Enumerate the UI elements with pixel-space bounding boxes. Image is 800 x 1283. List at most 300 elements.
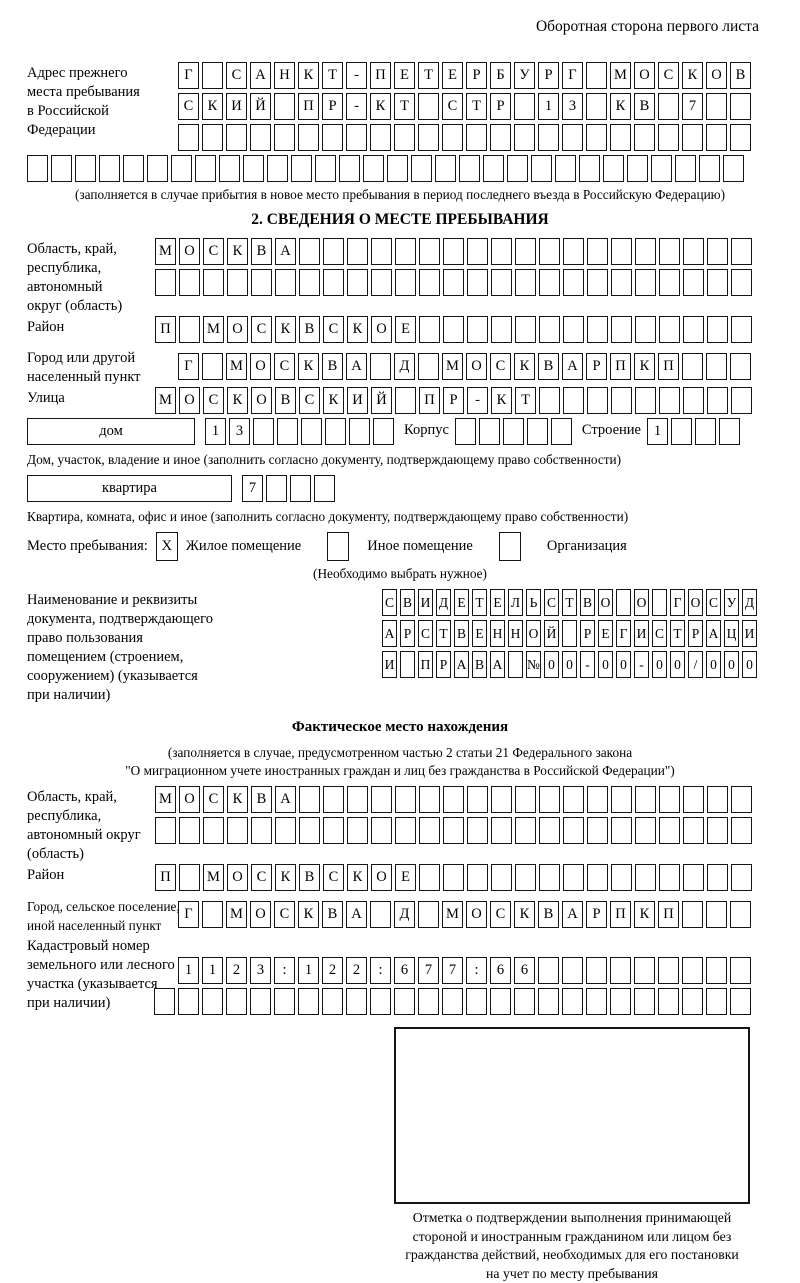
char-cell [349,418,370,445]
char-cell [467,786,488,813]
char-cell: О [688,589,703,616]
char-cell: С [544,589,559,616]
char-cell [479,418,500,445]
char-cell: О [371,864,392,891]
char-cell [277,418,298,445]
document-block [27,589,773,705]
char-cell [323,786,344,813]
char-cell [610,988,631,1015]
char-cell [611,316,632,343]
region-cells [155,238,752,300]
char-cell [610,124,631,151]
char-cell: О [526,620,541,647]
char-cell: О [634,589,649,616]
label-line: Область, край, [27,240,155,259]
char-cell: С [490,353,511,380]
char-cell: К [347,864,368,891]
char-cell: Р [586,901,607,928]
char-cell: П [298,93,319,120]
actual-city-block [27,895,773,935]
char-cell [219,155,240,182]
label-line: Отметка о подтверждении выполнения принимающей [362,1209,782,1228]
char-cell [323,817,344,844]
document-row-2 [382,620,757,647]
char-cell [610,957,631,984]
char-cell: Р [443,387,464,414]
actual-region-block [27,786,773,864]
char-cell [659,786,680,813]
char-cell [491,786,512,813]
char-cell [539,316,560,343]
char-cell [563,387,584,414]
char-cell [635,387,656,414]
char-cell [730,124,751,151]
apartment-note: Квартира, комната, офис и иное (заполнить согласно документу, подтверждающему право собственности) [27,508,773,525]
char-cell: 1 [202,957,223,984]
char-cell: Е [598,620,613,647]
char-cell: С [299,387,320,414]
char-cell [586,124,607,151]
char-cell: № [526,651,541,678]
char-cell [266,475,287,502]
actual-district-label: Район [27,864,155,885]
actual-location-note-1: (заполняется в случае, предусмотренном частью 2 статьи 21 Федерального закона [27,744,773,761]
char-cell: С [251,864,272,891]
char-cell [731,387,752,414]
char-cell: 3 [562,93,583,120]
char-cell: Р [466,62,487,89]
house-block [27,418,773,449]
char-cell: В [634,93,655,120]
char-cell [563,316,584,343]
actual-location-title: Фактическое место нахождения [27,719,773,736]
char-cell: С [178,93,199,120]
char-cell: К [323,387,344,414]
char-cell [322,124,343,151]
char-cell [467,238,488,265]
char-cell [635,817,656,844]
char-cell: Р [688,620,703,647]
stay-place-label: Место пребывания: [27,538,148,555]
char-cell [419,786,440,813]
char-cell [467,269,488,296]
char-cell [563,269,584,296]
char-cell [227,269,248,296]
char-cell: О [250,353,271,380]
char-cell [418,901,439,928]
char-cell: И [382,651,397,678]
char-cell [51,155,72,182]
char-cell [400,651,415,678]
char-cell [587,269,608,296]
prev-address-row-4 [27,155,773,182]
char-cell: 2 [346,957,367,984]
house-box-label: дом [27,418,195,445]
char-cell [683,786,704,813]
char-cell: М [155,786,176,813]
label-line: автономный [27,278,155,297]
char-cell [706,124,727,151]
label-line: места пребывания [27,83,178,102]
char-cell: Л [508,589,523,616]
cadastre-block [27,935,773,1019]
char-cell [695,418,716,445]
char-cell [682,957,703,984]
char-cell [298,988,319,1015]
prev-address-cells [178,62,751,155]
section2-title: 2. СВЕДЕНИЯ О МЕСТЕ ПРЕБЫВАНИЯ [27,211,773,229]
char-cell: С [323,316,344,343]
char-cell: В [472,651,487,678]
street-row [155,387,752,414]
char-cell [699,155,720,182]
char-cell [491,864,512,891]
char-cell [155,269,176,296]
char-cell: 1 [298,957,319,984]
char-cell [682,353,703,380]
char-cell: Н [274,62,295,89]
label-line: автономный округ [27,826,155,845]
char-cell: С [274,901,295,928]
cadastre-row-2 [154,988,751,1015]
char-cell [323,269,344,296]
char-cell: М [155,238,176,265]
char-cell [515,269,536,296]
actual-region-row-2 [155,817,752,844]
char-cell [411,155,432,182]
char-cell: С [658,62,679,89]
char-cell [555,155,576,182]
char-cell: 3 [250,957,271,984]
char-cell [299,238,320,265]
char-cell [731,316,752,343]
char-cell: В [322,901,343,928]
char-cell [707,238,728,265]
char-cell: - [346,93,367,120]
char-cell [395,269,416,296]
char-cell: К [275,316,296,343]
char-cell [202,988,223,1015]
char-cell [435,155,456,182]
char-cell [274,93,295,120]
char-cell: М [610,62,631,89]
char-cell [658,957,679,984]
char-cell [395,387,416,414]
city-row [178,353,751,380]
stroenie-label: Строение [572,418,647,439]
char-cell: О [598,589,613,616]
char-cell: Т [515,387,536,414]
char-cell: 0 [724,651,739,678]
char-cell [707,316,728,343]
char-cell: М [203,864,224,891]
char-cell [99,155,120,182]
char-cell [659,316,680,343]
char-cell: Д [394,901,415,928]
char-cell [683,864,704,891]
char-cell [719,418,740,445]
char-cell [418,93,439,120]
actual-city-label [27,895,178,935]
char-cell [706,353,727,380]
char-cell: 0 [544,651,559,678]
char-cell: - [346,62,367,89]
char-cell [731,817,752,844]
stroenie-cells [647,418,740,445]
house-note: Дом, участок, владение и иное (заполнить согласно документу, подтверждающему право собственности) [27,451,773,468]
char-cell: 2 [226,957,247,984]
char-cell: И [226,93,247,120]
char-cell [730,901,751,928]
char-cell [611,269,632,296]
char-cell [635,786,656,813]
label-line: при наличии) [27,994,178,1013]
cadastre-cells [178,935,751,1019]
char-cell [459,155,480,182]
char-cell [503,418,524,445]
char-cell [563,817,584,844]
char-cell: : [370,957,391,984]
char-cell [251,817,272,844]
char-cell [706,957,727,984]
label-line: населенный пункт [27,368,178,387]
char-cell: 7 [242,475,263,502]
prev-address-block [27,62,773,155]
char-cell: Г [178,901,199,928]
char-cell [538,988,559,1015]
char-cell [363,155,384,182]
char-cell: В [538,901,559,928]
char-cell: В [538,353,559,380]
char-cell [659,269,680,296]
char-cell [563,864,584,891]
document-label [27,589,382,705]
char-cell [347,786,368,813]
char-cell: Ь [526,589,541,616]
char-cell [395,786,416,813]
char-cell [467,316,488,343]
apartment-box-label: квартира [27,475,232,502]
char-cell: С [490,901,511,928]
char-cell [491,269,512,296]
char-cell [178,988,199,1015]
char-cell [371,786,392,813]
char-cell [325,418,346,445]
char-cell [586,988,607,1015]
char-cell: 7 [682,93,703,120]
char-cell [683,316,704,343]
char-cell [490,124,511,151]
char-cell [730,93,751,120]
char-cell [315,155,336,182]
char-cell [527,418,548,445]
char-cell [515,864,536,891]
char-cell [730,988,751,1015]
char-cell [179,269,200,296]
char-cell [301,418,322,445]
char-cell [443,786,464,813]
label-line: Федерации [27,121,178,140]
char-cell [419,269,440,296]
char-cell [683,817,704,844]
char-cell [346,124,367,151]
char-cell [202,353,223,380]
char-cell [659,387,680,414]
char-cell [443,316,464,343]
char-cell [253,418,274,445]
char-cell: 0 [670,651,685,678]
char-cell [683,238,704,265]
char-cell [267,155,288,182]
page-corner-note: Оборотная сторона первого листа [27,18,773,36]
char-cell [538,957,559,984]
char-cell: Р [400,620,415,647]
char-cell [203,817,224,844]
char-cell [539,786,560,813]
char-cell [634,988,655,1015]
char-cell [251,269,272,296]
char-cell: Е [394,62,415,89]
char-cell [443,269,464,296]
checkbox-residential: X [156,532,178,561]
char-cell: О [179,238,200,265]
char-cell [370,124,391,151]
char-cell [443,864,464,891]
char-cell: Д [394,353,415,380]
document-cells [382,589,757,682]
house-number-cells [205,418,394,445]
char-cell: 1 [205,418,226,445]
district-block [27,316,773,347]
char-cell: К [227,238,248,265]
char-cell: М [203,316,224,343]
char-cell: О [227,316,248,343]
char-cell [707,387,728,414]
char-cell: П [370,62,391,89]
char-cell [611,387,632,414]
char-cell [370,353,391,380]
char-cell: К [227,387,248,414]
char-cell: К [370,93,391,120]
char-cell: В [299,864,320,891]
char-cell [507,155,528,182]
char-cell: Е [454,589,469,616]
char-cell [683,387,704,414]
char-cell: П [418,651,433,678]
char-cell [731,864,752,891]
char-cell [274,124,295,151]
char-cell [179,864,200,891]
char-cell: М [442,901,463,928]
char-cell: - [467,387,488,414]
actual-location-note-2: "О миграционном учете иностранных граждан и лиц без гражданства в Российской Федерации") [27,762,773,779]
char-cell [634,124,655,151]
char-cell: Й [544,620,559,647]
street-label: Улица [27,387,155,408]
char-cell: В [454,620,469,647]
char-cell: Н [508,620,523,647]
char-cell [586,93,607,120]
char-cell: Т [472,589,487,616]
char-cell [562,124,583,151]
region-label [27,238,155,316]
char-cell: К [298,901,319,928]
char-cell [395,817,416,844]
char-cell: С [251,316,272,343]
char-cell: 7 [442,957,463,984]
char-cell: 0 [742,651,757,678]
char-cell [203,269,224,296]
char-cell [154,988,175,1015]
char-cell [515,238,536,265]
char-cell [515,316,536,343]
checkbox-other-premises [327,532,349,561]
char-cell [250,124,271,151]
char-cell [491,238,512,265]
char-cell: С [323,864,344,891]
char-cell: 0 [652,651,667,678]
char-cell: К [298,353,319,380]
option-label-residential: Жилое помещение [186,538,301,555]
label-line: стороной и иностранным гражданином или лицом без [362,1228,782,1247]
char-cell [659,238,680,265]
char-cell: О [250,901,271,928]
char-cell [442,988,463,1015]
char-cell [442,124,463,151]
char-cell: С [706,589,721,616]
actual-region-row-1 [155,786,752,813]
char-cell: К [347,316,368,343]
char-cell [419,316,440,343]
char-cell: О [227,864,248,891]
char-cell: А [490,651,505,678]
char-cell [226,124,247,151]
char-cell: А [562,353,583,380]
char-cell [178,124,199,151]
char-cell: С [442,93,463,120]
char-cell [671,418,692,445]
char-cell [455,418,476,445]
char-cell [730,353,751,380]
char-cell [587,817,608,844]
char-cell: В [580,589,595,616]
char-cell: - [580,651,595,678]
label-line: при наличии) [27,686,382,705]
char-cell [531,155,552,182]
char-cell: С [203,786,224,813]
char-cell: Р [586,353,607,380]
char-cell [635,316,656,343]
char-cell [579,155,600,182]
cadastre-row-1 [178,957,751,984]
char-cell: А [250,62,271,89]
char-cell [299,786,320,813]
char-cell [443,238,464,265]
char-cell: П [610,901,631,928]
char-cell [290,475,311,502]
char-cell [563,786,584,813]
char-cell: Т [322,62,343,89]
char-cell: О [466,353,487,380]
stamp-area [27,1027,773,1283]
char-cell [731,786,752,813]
char-cell [707,269,728,296]
char-cell: С [203,387,224,414]
char-cell [467,864,488,891]
char-cell: Ц [724,620,739,647]
char-cell [418,353,439,380]
char-cell [314,475,335,502]
